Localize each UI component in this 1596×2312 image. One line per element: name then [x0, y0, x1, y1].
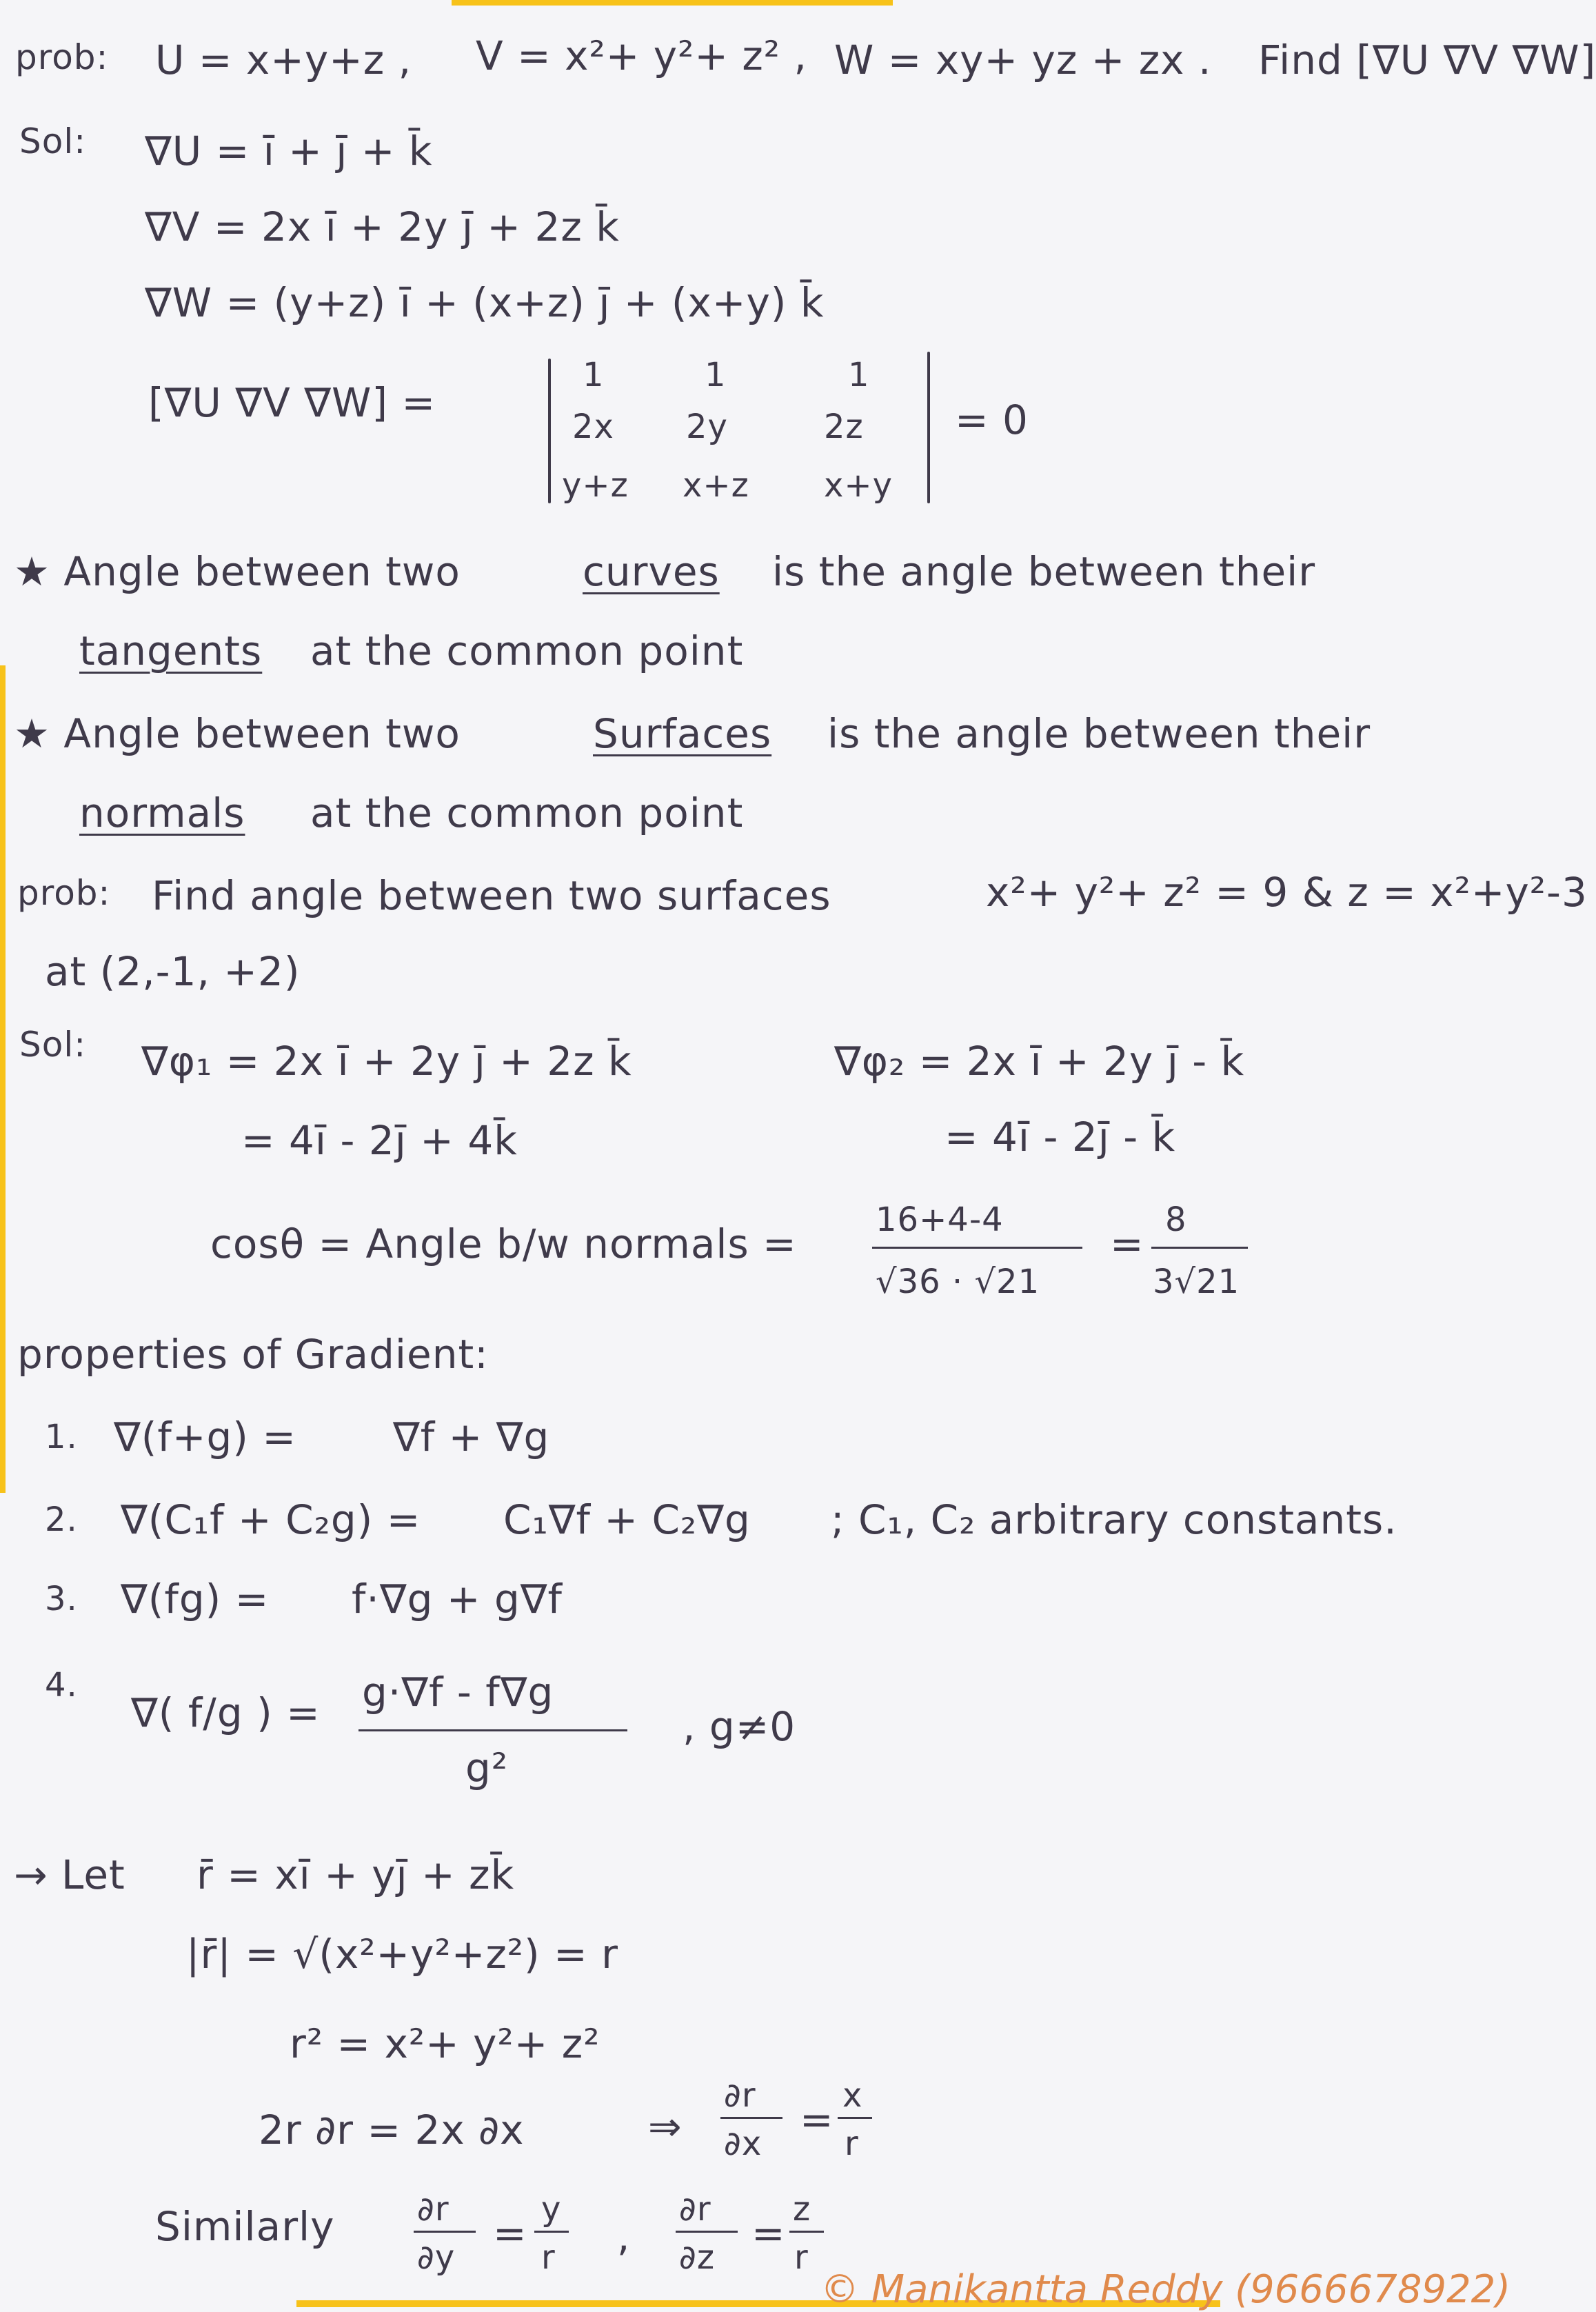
problem-label: prob: [15, 37, 109, 77]
determinant-result: = 0 [955, 396, 1029, 443]
dr-dz-numerator: ∂r [679, 2190, 711, 2229]
comma: , [617, 2213, 631, 2260]
det-cell: 2z [824, 408, 864, 446]
note-surfaces-word: Surfaces [593, 710, 772, 757]
note-surfaces-a: ★ Angle between two [14, 710, 461, 757]
det-cell: x+z [683, 466, 749, 505]
dr-dz-denominator: ∂z [679, 2238, 716, 2277]
dr-dz-equals: = [751, 2210, 786, 2257]
dr-dx-denominator: ∂x [724, 2124, 762, 2163]
dr-dz-rhs-line [789, 2231, 824, 2233]
properties-title: properties of Gradient: [17, 1331, 489, 1378]
property-lhs: ∇( f/g ) = [131, 1689, 321, 1736]
property-number: 3. [45, 1580, 78, 1618]
note-curves-word: curves [583, 548, 720, 595]
note-surfaces-b: is the angle between their [827, 710, 1371, 757]
problem2-equations: x²+ y²+ z² = 9 & z = x²+y²-3 [986, 869, 1588, 916]
det-cell: 1 [848, 356, 870, 394]
property-number: 2. [45, 1500, 78, 1539]
property-number: 1. [45, 1418, 78, 1456]
v-equation: V = x²+ y²+ z² , [476, 32, 807, 79]
det-cell: 2x [572, 408, 614, 446]
fraction2-denominator: 3√21 [1153, 1263, 1240, 1301]
similarly-label: Similarly [155, 2203, 335, 2250]
position-vector: r̄ = xī + yj̄ + zk̄ [196, 1851, 515, 1898]
note-curves-b: is the angle between their [772, 548, 1316, 595]
determinant-left-bar [548, 359, 551, 503]
property-rhs: ∇f + ∇g [393, 1414, 550, 1460]
property4-fraction-line [358, 1729, 627, 1731]
r-squared: r² = x²+ y²+ z² [290, 2020, 600, 2067]
property4-numerator: g·∇f - f∇g [362, 1669, 554, 1716]
u-equation: U = x+y+z , [155, 37, 412, 83]
det-cell: y+z [562, 466, 629, 505]
dr-dy-numerator: ∂r [417, 2190, 449, 2229]
cos-theta-lhs: cosθ = Angle b/w normals = [210, 1220, 797, 1267]
problem2-text: Find angle between two surfaces [152, 872, 831, 919]
property-number: 4. [45, 1666, 78, 1705]
dr-dx-rhs-numerator: x [842, 2076, 863, 2115]
property-note: ; C₁, C₂ arbitrary constants. [831, 1496, 1397, 1543]
implies-arrow: ⇒ [648, 2103, 683, 2150]
dr-dx-rhs-line [838, 2117, 872, 2119]
fraction2-line [1151, 1247, 1248, 1249]
property-lhs: ∇(f+g) = [114, 1414, 296, 1460]
property4-denominator: g² [465, 1745, 509, 1791]
property-rhs: C₁∇f + C₂∇g [503, 1496, 751, 1543]
grad-phi1: ∇φ₁ = 2x ī + 2y j̄ + 2z k̄ [141, 1038, 632, 1085]
dr-dy-rhs-denominator: r [541, 2238, 556, 2277]
grad-phi2: ∇φ₂ = 2x ī + 2y j̄ - k̄ [834, 1038, 1245, 1085]
dr-dy-rhs-numerator: y [541, 2190, 562, 2229]
property-lhs: ∇(C₁f + C₂g) = [121, 1496, 421, 1543]
note-curves-a: ★ Angle between two [14, 548, 461, 595]
det-cell: x+y [824, 466, 893, 505]
dr-dz-rhs-denominator: r [794, 2238, 809, 2277]
copyright-watermark: © Manikantta Reddy (9666678922) [820, 2267, 1511, 2312]
highlight-left [0, 665, 6, 1493]
property-lhs: ∇(fg) = [121, 1576, 270, 1622]
equals-sign: = [1110, 1220, 1144, 1267]
det-cell: 1 [583, 356, 605, 394]
dr-dz-line [676, 2231, 738, 2233]
note-curves-line2: at the common point [310, 627, 744, 674]
dr-dx-numerator: ∂r [724, 2076, 756, 2115]
w-equation: W = xy+ yz + zx . [834, 37, 1212, 83]
grad-v: ∇V = 2x ī + 2y j̄ + 2z k̄ [145, 203, 620, 250]
dr-dy-rhs-line [534, 2231, 569, 2233]
property-rhs: f·∇g + g∇f [352, 1576, 563, 1622]
position-magnitude: |r̄| = √(x²+y²+z²) = r [186, 1931, 618, 1978]
let-arrow: → Let [14, 1851, 125, 1898]
solution2-label: Sol: [19, 1025, 87, 1065]
solution-label: Sol: [19, 121, 87, 161]
det-cell: 2y [686, 408, 728, 446]
note-normals-word: normals [79, 790, 245, 836]
differential: 2r ∂r = 2x ∂x [259, 2107, 525, 2153]
property4-condition: , g≠0 [683, 1703, 796, 1750]
grad-w: ∇W = (y+z) ī + (x+z) j̄ + (x+y) k̄ [145, 279, 825, 326]
problem2-label: prob: [17, 873, 111, 913]
dr-dy-denominator: ∂y [417, 2238, 456, 2277]
grad-phi1-value: = 4ī - 2j̄ + 4k̄ [241, 1117, 518, 1164]
grad-phi2-value: = 4ī - 2j̄ - k̄ [945, 1114, 1176, 1160]
find-instruction: Find [∇U ∇V ∇W] [1258, 37, 1596, 83]
problem2-point: at (2,-1, +2) [45, 948, 301, 995]
determinant-right-bar [927, 352, 930, 503]
fraction1-denominator: √36 · √21 [876, 1263, 1040, 1301]
dr-dx-rhs-denominator: r [845, 2124, 859, 2163]
note-surfaces-line2: at the common point [310, 790, 744, 836]
dr-dy-equals: = [493, 2210, 527, 2257]
note-tangents-word: tangents [79, 627, 263, 674]
highlight-top [452, 0, 893, 6]
fraction1-line [872, 1247, 1082, 1249]
grad-u: ∇U = ī + j̄ + k̄ [145, 128, 433, 174]
dr-dx-equals: = [800, 2096, 834, 2143]
dr-dy-line [414, 2231, 476, 2233]
dr-dz-rhs-numerator: z [793, 2190, 811, 2229]
det-cell: 1 [705, 356, 727, 394]
determinant-lhs: [∇U ∇V ∇W] = [148, 379, 436, 426]
fraction1-numerator: 16+4-4 [876, 1200, 1004, 1239]
fraction2-numerator: 8 [1165, 1200, 1187, 1239]
dr-dx-line [720, 2117, 782, 2119]
